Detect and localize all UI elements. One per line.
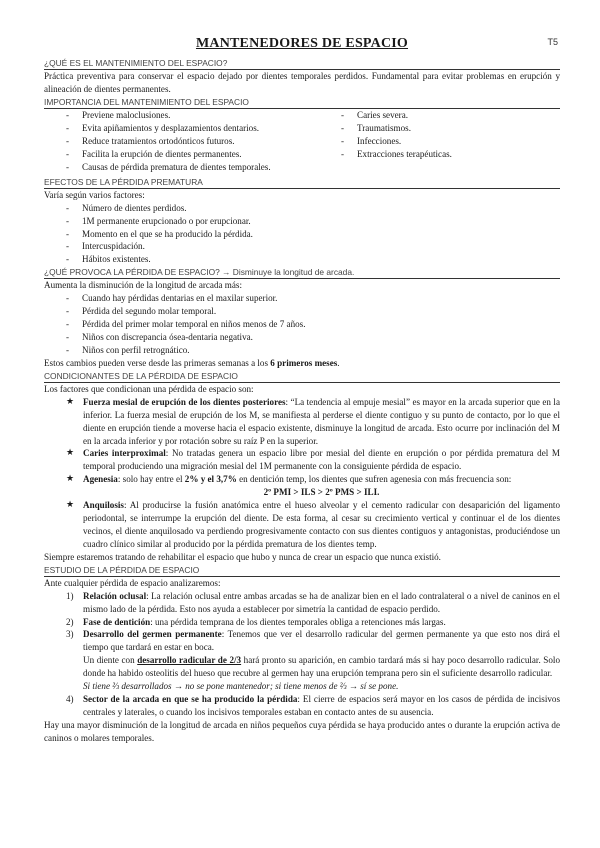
importance-list-left (44, 109, 319, 174)
list-item: - Pérdida del primer molar temporal en niños menos de 7 años. (66, 318, 560, 331)
importance-list-right (319, 109, 560, 161)
list-item: ★ Fuerza mesial de erupción de los dientes posteriores: “La tendencia al empuje mesial” es mayor en la arcada superior que en la inferior. La fuerza mesial de erupción de los M, se manifiesta al perderse el diente contiguo y su punto de contacto, por lo que el diente en erupción tiende a moverse hacia el espacio existente, disminuye la longitud de arcada. Esto ocurre por inclinación del M en la arcada inferior y por rotación sobre su raíz P en la superior. (66, 396, 560, 448)
paragraph-intro: Ante cualquier pérdida de espacio analizaremos: (44, 577, 221, 588)
list-item: ★ Caries interproximal: No tratadas genera un espacio libre por mesial del diente en erupción o por pérdida prematura del M temporal produciendo una migración mesial del 1M permanente con la consiguiente pérdida de espacio. (66, 447, 560, 473)
list-item: - Caries severa. (341, 109, 560, 122)
list-item: - Evita apiñamientos y desplazamientos dentarios. (66, 122, 319, 135)
agenesis-formula: 2º PMI > ILS > 2º PMS > ILI. (263, 487, 380, 498)
section-heading-importancia: IMPORTANCIA DEL MANTENIMIENTO DEL ESPACIO (44, 96, 560, 109)
paragraph-outro: Hay una mayor disminución de la longitud de arcada en niños pequeños cuya pérdida se haya producido antes o durante la erupción activa de caninos o molares temporales. (44, 719, 560, 743)
list-item: - Causas de pérdida prematura de dientes temporales. (66, 161, 319, 174)
list-item: - Número de dientes perdidos. (66, 202, 560, 215)
effects-list (44, 202, 560, 267)
importance-columns (44, 109, 560, 174)
list-item: - Reduce tratamientos ortodónticos futuros. (66, 135, 319, 148)
list-item: 4) Sector de la arcada en que se ha producido la pérdida: El cierre de espacios será mayor en los casos de pérdida de incisivos centrales y laterales, o cuando los incisivos temporales estaban en contacto antes de su ausencia. (66, 693, 560, 717)
section-heading-condicionantes: CONDICIONANTES DE LA PÉRDIDA DE ESPACIO (44, 370, 560, 383)
page-number: T5 (547, 37, 558, 47)
note: Si tiene ⅔ desarrollados → no se pone mantenedor; si tiene menos de ⅔ → sí se pone. (83, 681, 399, 692)
paragraph-intro: Los factores que condicionan una pérdida de espacio son: (44, 383, 254, 394)
list-item: - Extracciones terapéuticas. (341, 148, 560, 161)
list-item: - Niños con perfil retrognático. (66, 344, 560, 357)
paragraph-intro: Varía según varios factores: (44, 189, 145, 200)
study-list (44, 590, 560, 719)
list-item: - Intercuspidación. (66, 240, 560, 253)
paragraph-outro: Siempre estaremos tratando de rehabilitar el espacio que hubo y nunca de crear un espacio que nunca existió. (44, 551, 441, 562)
list-item: - Hábitos existentes. (66, 253, 560, 266)
list-item: - Niños con discrepancia ósea-dentaria negativa. (66, 331, 560, 344)
paragraph-definition: Práctica preventiva para conservar el espacio dejado por dientes temporales perdidos. Fundamental para evitar problemas en erupción y alineación de dientes permanentes. (44, 71, 560, 94)
section-heading-que-es: ¿QUÉ ES EL MANTENIMIENTO DEL ESPACIO? (44, 57, 560, 70)
list-item: 3) Desarrollo del germen permanente: Tenemos que ver el desarrollo radicular del germen permanente ya que esto nos dirá el tiempo que tardará en estar en boca. Un diente con desarrollo radicular de 2/3 hará pronto su aparición, en cambio tardará más si hay poco desarrollo radicular. Solo donde ha habido osteolitis del hueso que recubre al germen hay una erupción temprana pero sin el suficiente desarrollo radicular. Si tiene ⅔ desarrollados → no se pone mantenedor; si tiene menos de ⅔ → sí se pone. (66, 629, 560, 692)
list-item: - Traumatismos. (341, 122, 560, 135)
page-title: MANTENEDORES DE ESPACIO (195, 36, 409, 51)
list-item: - 1M permanente erupcionado o por erupcionar. (66, 215, 560, 228)
section-heading-estudio: ESTUDIO DE LA PÉRDIDA DE ESPACIO (44, 564, 560, 577)
causes-list (44, 292, 560, 357)
list-item: - Previene maloclusiones. (66, 109, 319, 122)
list-item: - Cuando hay pérdidas dentarias en el maxilar superior. (66, 292, 560, 305)
list-item: - Infecciones. (341, 135, 560, 148)
list-item: 2) Fase de dentición: una pérdida temprana de los dientes temporales obliga a retenciones más largas. (66, 616, 446, 627)
list-item: - Momento en el que se ha producido la pérdida. (66, 228, 560, 241)
paragraph-outro: Estos cambios pueden verse desde las primeras semanas a los 6 primeros meses. (44, 357, 340, 368)
list-item: ★ Anquilosis: Al producirse la fusión anatómica entre el hueso alveolar y el cemento radicular con desaparición del ligamento periodontal, se interrumpe la erupción del diente. De esta forma, al cesar su crecimiento vertical y continuar el de los dientes vecinos, el diente anquilosado va perdiendo progresivamente contacto con sus dientes contiguos y antagonistas, produciéndose un cuadro clínico similar al producido por la pérdida prematura de los dientes temp. (66, 499, 560, 551)
paragraph-intro: Aumenta la disminución de la longitud de arcada más: (44, 280, 242, 291)
list-item: - Facilita la erupción de dientes permanentes. (66, 148, 319, 161)
section-heading-que-provoca: ¿QUÉ PROVOCA LA PÉRDIDA DE ESPACIO? → Disminuye la longitud de arcada. (44, 266, 560, 279)
document-page (44, 34, 560, 745)
list-item: - Pérdida del segundo molar temporal. (66, 305, 560, 318)
factors-list (44, 396, 560, 551)
list-item: ★ Agenesia: solo hay entre el 2% y el 3,7% en dentición temp, los dientes que sufren agenesia con más frecuencia son: 2º PMI > ILS > 2º PMS > ILI. (66, 473, 560, 499)
list-item: 1) Relación oclusal: La relación oclusal entre ambas arcadas se ha de analizar bien en el lado contralateral o a nivel de caninos en el mismo lado de la pérdida. Esto nos ayuda a establecer por simetría la cantidad de espacio perdido. (66, 590, 560, 614)
section-heading-efectos: EFECTOS DE LA PÉRDIDA PREMATURA (44, 176, 560, 189)
